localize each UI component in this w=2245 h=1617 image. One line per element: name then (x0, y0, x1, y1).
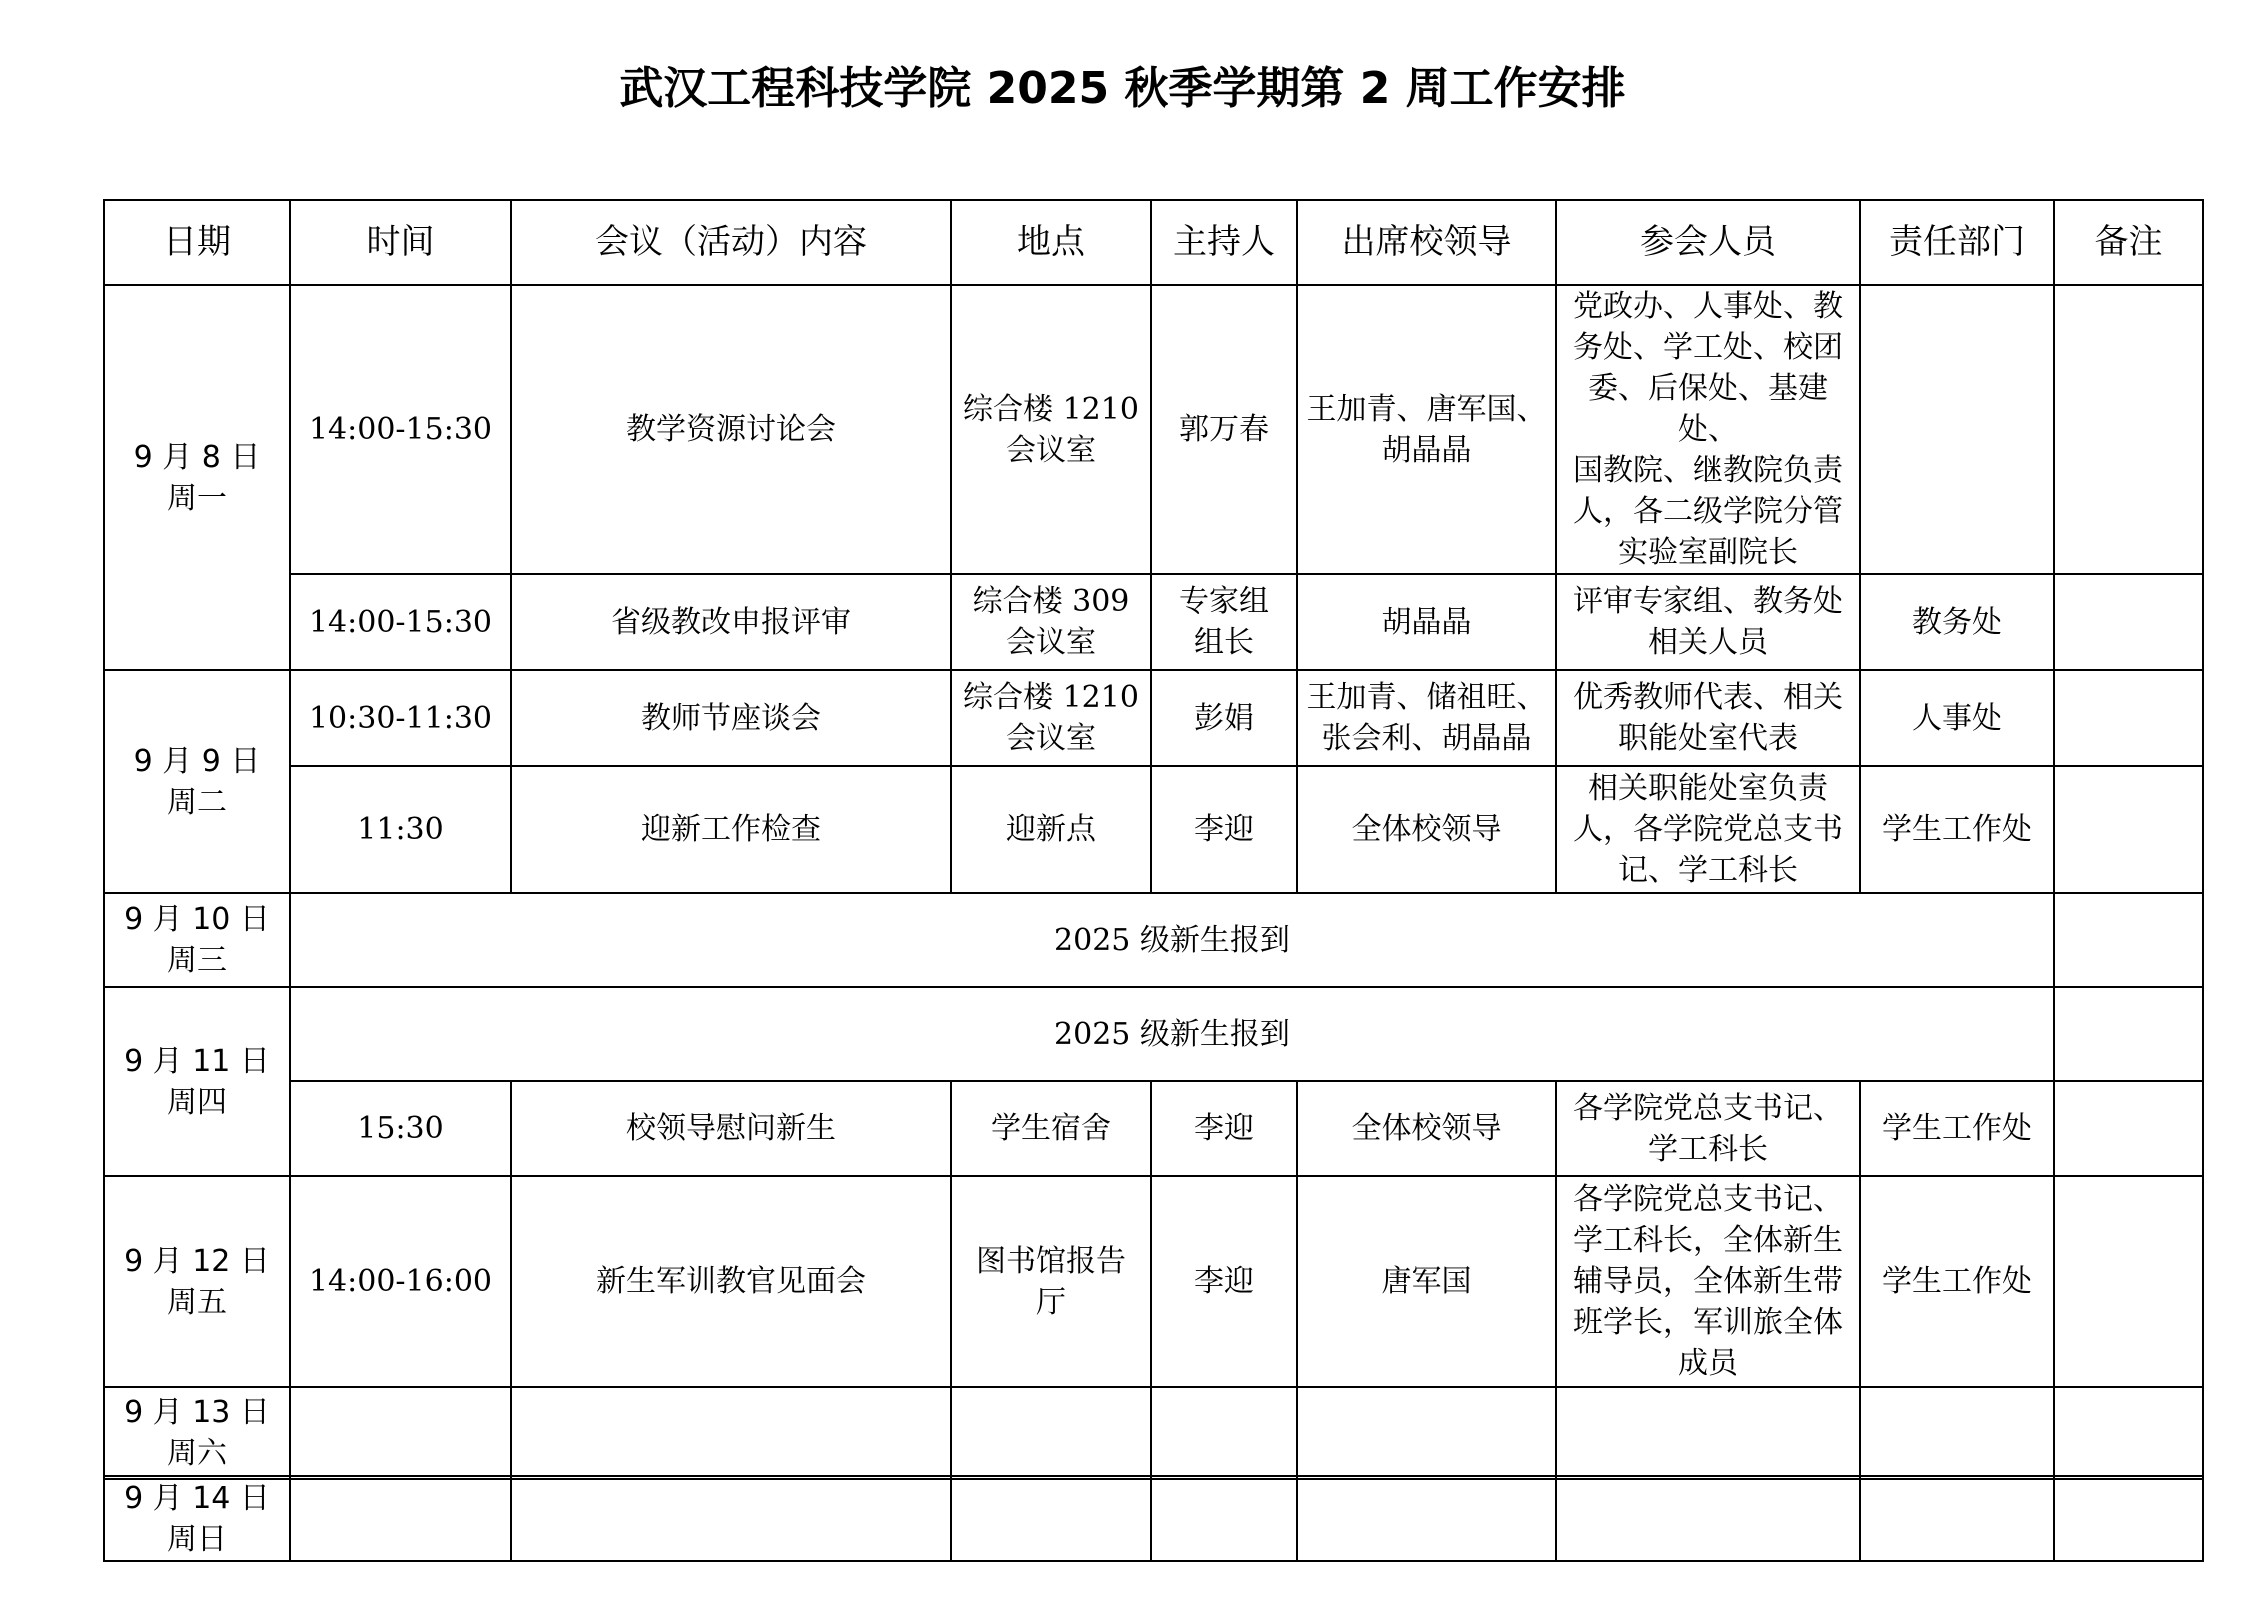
leaders-line: 全体校领导 (1351, 1111, 1502, 1146)
attendees-line: 各学院党总支书记、 (1573, 1090, 1843, 1126)
table-row (104, 987, 2203, 1081)
weekday-label: 周五 (167, 1284, 227, 1320)
time-cell: 14:00-15:30 (290, 574, 511, 670)
page-title: 武汉工程科技学院 2025 秋季学期第 2 周工作安排 (619, 63, 1626, 114)
attendees-line: 委、后保处、基建处、 (1588, 371, 1828, 447)
date-cell (104, 1387, 290, 1479)
location-cell (951, 1476, 1151, 1561)
header-time: 时间 (290, 200, 511, 285)
attendees-line: 辅导员，全体新生带 (1573, 1264, 1843, 1299)
header-date: 日期 (104, 200, 290, 285)
attendees-line: 学工科长 (1648, 1131, 1768, 1167)
time-cell (290, 1476, 511, 1561)
schedule-table (103, 199, 2204, 1480)
weekday-label: 周四 (167, 1084, 227, 1120)
location-line: 会议室 (1006, 432, 1096, 468)
leaders-line: 王加青、唐军国、 (1306, 391, 1547, 427)
host-cell (1151, 574, 1297, 670)
attendees-cell (1556, 766, 1860, 893)
note-cell (2054, 893, 2203, 987)
attendees-line: 班学长，军训旅全体 (1573, 1305, 1843, 1340)
attendees-line: 记、学工科长 (1618, 853, 1798, 888)
attendees-cell (1556, 574, 1860, 670)
host-line: 组长 (1194, 625, 1254, 660)
host-line: 专家组 (1179, 584, 1269, 619)
location-cell (951, 1081, 1151, 1176)
note-cell (2054, 1476, 2203, 1561)
attendees-line: 党政办、人事处、教 (1573, 289, 1843, 324)
content-cell: 省级教改申报评审 (511, 574, 951, 670)
location-line: 厅 (1036, 1284, 1066, 1320)
date-cell (104, 987, 290, 1176)
dept-cell: 学生工作处 (1860, 766, 2054, 893)
host-cell (1151, 1476, 1297, 1561)
dept-cell: 学生工作处 (1860, 1081, 2054, 1176)
location-cell (951, 1176, 1151, 1387)
table-row (104, 1081, 2203, 1176)
leaders-line: 唐军国 (1381, 1264, 1472, 1299)
span-event-cell: 2025 级新生报到 (290, 893, 2054, 987)
leaders-line: 胡晶晶 (1381, 604, 1472, 640)
table-row (104, 1387, 2203, 1479)
location-line: 学生宿舍 (991, 1111, 1111, 1146)
header-content: 会议（活动）内容 (511, 200, 951, 285)
time-cell: 15:30 (290, 1081, 511, 1176)
leaders-cell (1297, 285, 1556, 574)
note-cell (2054, 766, 2203, 893)
table-row (104, 670, 2203, 766)
weekday-label: 周日 (167, 1521, 227, 1557)
attendees-line: 务处、学工处、校团 (1573, 330, 1843, 365)
date-label: 9 月 11 日 (124, 1043, 270, 1079)
location-line: 会议室 (1006, 625, 1096, 660)
location-cell (951, 670, 1151, 766)
time-cell: 11:30 (290, 766, 511, 893)
attendees-cell (1556, 1387, 1860, 1479)
header-dept: 责任部门 (1860, 200, 2054, 285)
sunday-table (103, 1475, 2204, 1562)
note-cell (2054, 574, 2203, 670)
attendees-line: 人，各二级学院分管 (1573, 494, 1843, 529)
attendees-line: 实验室副院长 (1618, 535, 1798, 570)
content-cell: 教学资源讨论会 (511, 285, 951, 574)
date-label: 9 月 10 日 (124, 902, 270, 937)
attendees-cell (1556, 1476, 1860, 1561)
header-attendees: 参会人员 (1556, 200, 1860, 285)
location-line: 综合楼 309 (972, 584, 1130, 619)
dept-cell: 教务处 (1860, 574, 2054, 670)
location-line: 图书馆报告 (976, 1243, 1126, 1279)
date-label: 9 月 14 日 (124, 1480, 270, 1516)
time-cell: 10:30-11:30 (290, 670, 511, 766)
location-cell (951, 574, 1151, 670)
date-label: 9 月 12 日 (124, 1243, 270, 1279)
date-label: 9 月 8 日 (133, 439, 261, 475)
host-cell: 李迎 (1151, 766, 1297, 893)
date-cell (104, 1476, 290, 1561)
header-row (104, 200, 2203, 285)
table-row (104, 574, 2203, 670)
content-cell: 迎新工作检查 (511, 766, 951, 893)
date-cell (104, 893, 290, 987)
leaders-cell (1297, 1176, 1556, 1387)
note-cell (2054, 987, 2203, 1081)
note-cell (2054, 1176, 2203, 1387)
host-cell: 彭娟 (1151, 670, 1297, 766)
leaders-line: 张会利、胡晶晶 (1321, 721, 1532, 756)
location-cell (951, 285, 1151, 574)
content-cell: 校领导慰问新生 (511, 1081, 951, 1176)
content-cell: 新生军训教官见面会 (511, 1176, 951, 1387)
location-line: 迎新点 (1006, 812, 1096, 847)
attendees-line: 相关职能处室负责 (1588, 771, 1828, 806)
note-cell (2054, 1081, 2203, 1176)
content-cell: 教师节座谈会 (511, 670, 951, 766)
note-cell (2054, 285, 2203, 574)
leaders-cell (1297, 670, 1556, 766)
attendees-cell (1556, 1081, 1860, 1176)
dept-cell: 人事处 (1860, 670, 2054, 766)
location-line: 会议室 (1006, 721, 1096, 756)
note-cell (2054, 1387, 2203, 1479)
leaders-cell (1297, 574, 1556, 670)
time-cell: 14:00-15:30 (290, 285, 511, 574)
time-cell: 14:00-16:00 (290, 1176, 511, 1387)
dept-cell (1860, 1387, 2054, 1479)
dept-cell (1860, 285, 2054, 574)
attendees-line: 职能处室代表 (1618, 721, 1798, 756)
attendees-line: 国教院、继教院负责 (1573, 453, 1843, 488)
table-row (104, 1476, 2203, 1561)
location-line: 综合楼 1210 (963, 391, 1139, 427)
span-event-cell: 2025 级新生报到 (290, 987, 2054, 1081)
attendees-line: 各学院党总支书记、 (1573, 1182, 1843, 1217)
attendees-cell (1556, 1176, 1860, 1387)
attendees-cell (1556, 670, 1860, 766)
attendees-cell (1556, 285, 1860, 574)
leaders-line: 王加青、储祖旺、 (1306, 680, 1547, 715)
leaders-cell (1297, 1081, 1556, 1176)
date-label: 9 月 13 日 (124, 1395, 270, 1430)
note-cell (2054, 670, 2203, 766)
content-cell (511, 1387, 951, 1479)
attendees-line: 优秀教师代表、相关 (1573, 680, 1843, 715)
attendees-line: 学工科长，全体新生 (1573, 1223, 1843, 1258)
leaders-line: 胡晶晶 (1381, 432, 1472, 468)
leaders-cell (1297, 766, 1556, 893)
host-cell: 李迎 (1151, 1176, 1297, 1387)
dept-cell: 学生工作处 (1860, 1176, 2054, 1387)
location-cell (951, 766, 1151, 893)
table-row (104, 893, 2203, 987)
table-row (104, 1176, 2203, 1387)
date-cell (104, 285, 290, 670)
weekday-label: 周六 (167, 1436, 227, 1471)
location-line: 综合楼 1210 (963, 680, 1139, 715)
table-row (104, 766, 2203, 893)
date-label: 9 月 9 日 (133, 743, 261, 779)
date-cell (104, 1176, 290, 1387)
host-cell (1151, 1387, 1297, 1479)
header-leaders: 出席校领导 (1297, 200, 1556, 285)
attendees-line: 人，各学院党总支书 (1573, 812, 1843, 847)
leaders-cell (1297, 1387, 1556, 1479)
header-host: 主持人 (1151, 200, 1297, 285)
host-cell: 李迎 (1151, 1081, 1297, 1176)
weekday-label: 周三 (167, 943, 227, 978)
attendees-line: 评审专家组、教务处 (1573, 584, 1843, 619)
date-cell (104, 670, 290, 893)
attendees-line: 相关人员 (1648, 625, 1768, 660)
table-row (104, 285, 2203, 574)
attendees-line: 成员 (1678, 1346, 1738, 1381)
weekday-label: 周一 (167, 480, 227, 516)
weekday-label: 周二 (167, 784, 227, 820)
dept-cell (1860, 1476, 2054, 1561)
header-note: 备注 (2054, 200, 2203, 285)
location-cell (951, 1387, 1151, 1479)
host-cell: 郭万春 (1151, 285, 1297, 574)
header-location: 地点 (951, 200, 1151, 285)
content-cell (511, 1476, 951, 1561)
leaders-cell (1297, 1476, 1556, 1561)
time-cell (290, 1387, 511, 1479)
leaders-line: 全体校领导 (1351, 812, 1502, 847)
